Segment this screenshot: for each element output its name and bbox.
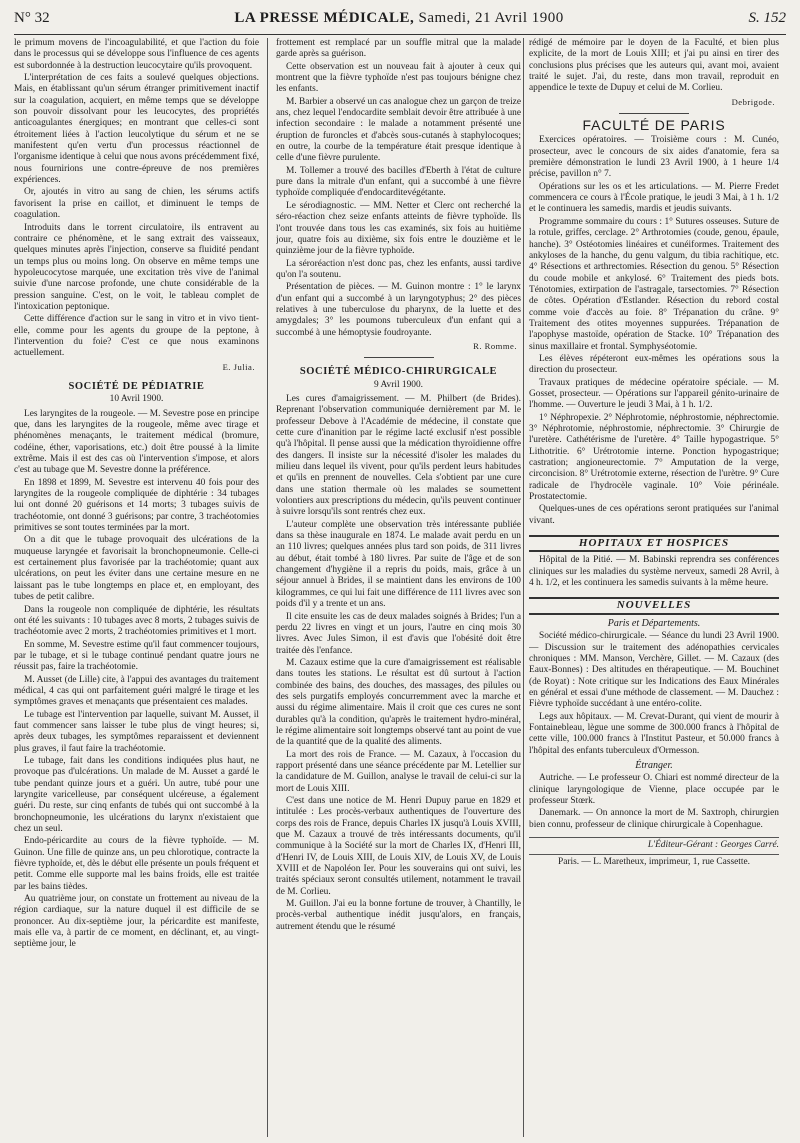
paragraph: C'est dans une notice de M. Henri Dupuy parue en 1829 et intitulée : Les procès-verbaux authentiques de l'ouverture des corps des rois de France, depuis Charles IX jusqu'à Louis XVIII, que M. Cazaux a trouvé de très intéressants documents, qu'il communique à la Société sur la mort de Charles IX, d'Henri III, d'Henri IV, de Louis XIII, de Louis XIV, de Louis XV, de Louis XVIII et de Napoléon Ier. Pour les souverains qui ont suivi, les traités spéciaux seront consultés utilement, notamment le travail de M. Corlieu.: [276, 796, 521, 897]
journal-name: LA PRESSE MÉDICALE,: [234, 10, 415, 26]
paragraph: rédigé de mémoire par le doyen de la Faculté, et bien plus explicite, de la mort de Louis XIII; et j'ai pu ainsi en tirer des conclusions plus précises que les auteurs qui, avant moi, avaient traité le sujet. J'ai, du reste, dans mon travail, reproduit en appendice le texte de Dupuy et celui de M. Corlieu.: [529, 38, 779, 94]
column-1: [14, 38, 259, 1137]
signature: Debrigode.: [731, 96, 775, 107]
paragraph: Endo-péricardite au cours de la fièvre typhoïde. — M. Guinon. Une fille de quinze ans, un peu chlorotique, contracte la fièvre typhoïde, et, dès le début elle présente un pouls fréquent et petit. Comme elle supporte mal les bains froids, elle est traitée par les bains tièdes.: [14, 836, 259, 892]
divider: [364, 357, 434, 358]
paragraph: Exercices opératoires. — Troisième cours : M. Cunéo, prosecteur, avec le concours de six aides d'anatomie, fera sa première démonstration le lundi 23 Avril 1900, à 1 heure 1/4 précise, pavillon n° 7.: [529, 135, 779, 180]
paragraph: La mort des rois de France. — M. Cazaux, à l'occasion du rapport présenté dans une séance précédente par M. Letellier sur la candidature de M. Guillon, analyse le travail de celui-ci sur la mort de Louis XIII.: [276, 749, 521, 794]
paragraph: Programme sommaire du cours : 1° Sutures osseuses. Suture de la rotule, griffes, cerclage. 2° Arthrotomies (coude, genou, épaule, hanche). 3° Ostéotomies linéaires et cunéiformes. Traitement des ankyloses de la hanche, du genu valgum, du tibia rachitique, etc. 4° Résections et arthrectomies. Résection du genou. 5° Résection du coude mobile et ankylosé. 6° Traitement des pieds bots. Ténotomies, extirpation de l'astragale, tarsectomies. 7° Résection de côtes. Opération d'Estlander. Résection du rebord costal comme voie d'accès au foie. 8° Trépanation du crâne. 9° Traitement des otites moyennes suppurées. Trépanation de l'apophyse mastoïde, opération de Stacke. 10° Trépanation des sinus maxillaire et frontal. Symphyséotomie.: [529, 216, 779, 352]
signature: E. Julia.: [222, 361, 255, 372]
paragraph: Or, ajoutés in vitro au sang de chien, les sérums actifs favorisent la prise en caillot, et diminuent le temps de coagulation.: [14, 187, 259, 221]
paragraph: Quelques-unes de ces opérations seront pratiquées sur l'animal vivant.: [529, 504, 779, 526]
paragraph: L'interprétation de ces faits a soulevé quelques objections. Mais, en établissant qu'un sérum étranger primitivement inactif sur la coagulation, acquiert, en même temps que se développe son pouvoir dissolvant pour les leucocytes, des propriétés anticoagulantes énergiques; en montrant que celles-ci sont étroitement liées à l'action leucolytique du sérum et ne se manifestent qu'en vertu d'un processus réactionnel de l'organisme identique à celui que nous avons précédemment fixé, nous fournirions une contre-épreuve de nos premières expériences.: [14, 73, 259, 186]
paragraph: Les cures d'amaigrissement. — M. Philbert (de Brides). Reprenant l'observation communiquée dernièrement par M. le professeur Debove à l'Académie de médecine, il constate que cette cure d'inanition par le régime lacté exclusif n'est possible qu'à l'hôpital. Il pense aussi que la médication thyroïdienne offre des dangers. Il insiste sur la nécessité d'isoler les malades du milieu dans lequel ils vivent, pour qu'ils perdent leurs habitudes et qu'ils en prennent de nouvelles. Cela s'obtient par une cure dans une station thermale où les malades se soumettent volontiers aux prescriptions du médecin, qu'ils peuvent continuer à suivre lorsqu'ils sont rentrés chez eux.: [276, 393, 521, 518]
column-3: [529, 38, 779, 1137]
column-rule: [523, 38, 524, 1137]
paragraph: 1° Néphropexie. 2° Néphrotomie, néphrostomie, néphrectomie. 3° Néphrotomie, néphrostomie, néphrectomie. 3° Chirurgie de l'uretère. Cathétérisme de l'uretère. 4° Taille hypogastrique. 5° Lithotritie. 6° Urétrotomie interne. Ponction hypogastrique; castration; angioneurectomie. 7° Amputation de la verge, circoncision. 8° Urétrotomie externe, résection de l'urètre. 9° Cure radicale de l'hydrocèle vaginale. 10° Voie périnéale. Prostatectomie.: [529, 412, 779, 503]
paragraph: M. Cazaux estime que la cure d'amaigrissement est réalisable dans toutes les stations. Le résultat est dû surtout à l'action combinée des bains, des douches, des massages, des pilules ou des sels purgatifs employés concurremment avec la marche et aussi du régime alimentaire. Mais il croit que ces cures ne sont durables qu'à la condition, qu'après le traitement hydro-minéral, le régime alimentaire soit longtemps observé tant au point de vue de la quantité que de la qualité des aliments.: [276, 657, 521, 748]
page-folio: S. 152: [748, 10, 786, 26]
paragraph: M. Guillon. J'ai eu la bonne fortune de trouver, à Chantilly, le procès-verbal authentique inédit jusqu'alors, en français, autrement étendu que le résumé: [276, 899, 521, 932]
issue-date: Samedi, 21 Avril 1900: [418, 10, 564, 26]
issue-number: N° 32: [14, 10, 50, 26]
paragraph: Les élèves répéteront eux-mêmes les opérations sous la direction du prosecteur.: [529, 353, 779, 376]
paragraph: Le sérodiagnostic. — MM. Netter et Clerc ont recherché la séro-réaction chez seize enfants atteints de fièvre typhoïde. Ils l'ont trouvée dans tous les cas examinés, six fois au huitième jour, quatre fois au dixième, six fois entre le douzième et le quinzième jour de la fièvre typhoïde.: [276, 200, 521, 257]
paragraph: Le tubage, fait dans les conditions indiquées plus haut, ne provoque pas d'ulcérations. Un malade de M. Ausset a gardé le tube pendant quinze jours et a guéri. Un autre, tubé pour une laryngite varicelleuse, par conséquent ulcéreuse, a également guéri. Du reste, sur cinq enfants de tubés qui ont succombé à la bronchopneumonie, les ulcérations du larynx n'existaient que chez un seul.: [14, 755, 259, 835]
paragraph: En somme, M. Sevestre estime qu'il faut commencer toujours, par le tubage, et si le tubage continué pendant quatre jours ne réussit pas, faire la trachéotomie.: [14, 639, 259, 673]
paragraph: Il cite ensuite les cas de deux malades soignés à Brides; l'un a perdu 22 livres en vingt et un jours, l'autre en cinq mois 30 livres. Avec Jules Simon, il est d'avis que l'obésité doit être traitée dès l'enfance.: [276, 611, 521, 656]
subsection-title: Étranger.: [635, 759, 673, 771]
paragraph: La séroréaction n'est donc pas, chez les enfants, aussi tardive qu'on l'a soutenu.: [276, 258, 521, 280]
section-title: SOCIÉTÉ DE PÉDIATRIE: [68, 380, 205, 392]
section-date: 9 Avril 1900.: [373, 379, 424, 390]
paragraph: On a dit que le tubage provoquait des ulcérations de la muqueuse laryngée et favorisait la bronchopneumonie. Celle-ci est certainement plus favorisée par la trachéotomie; quant aux ulcérations, on peut les éviter dans une certaine mesure en ne laissant pas le tube longtemps en place et, en employant, des tubes de petit calibre.: [14, 535, 259, 603]
section-banner: HOPITAUX ET HOSPICES: [529, 535, 779, 552]
paragraph: Les laryngites de la rougeole. — M. Sevestre pose en principe que, dans les laryngites de la rougeole, même avec tirage et phénomènes menaçants, le traitement médical (bromure, codéine, éther, vaporisations, etc.) doit être poussé à la limite extrême. Mais il est des cas où l'intervention s'impose, et alors c'est au tubage que M. Sevestre donne la préférence.: [14, 408, 259, 476]
paragraph: Opérations sur les os et les articulations. — M. Pierre Fredet commencera ce cours à l'École pratique, le jeudi 3 Mai, à 1 h. 1/2 et le continuera les samedis, mardis et jeudis suivants.: [529, 181, 779, 215]
subsection-title: Paris et Départements.: [607, 617, 701, 629]
section-title: SOCIÉTÉ MÉDICO-CHIRURGICALE: [299, 366, 498, 378]
paragraph: Hôpital de la Pitié. — M. Babinski reprendra ses conférences cliniques sur les maladies du système nerveux, samedi 28 Avril, à 4 h. 1/2, et les continuera les samedis suivants à la même heure.: [529, 555, 779, 589]
paragraph: M. Barbier a observé un cas analogue chez un garçon de treize ans, chez lequel l'endocardite semblait devoir être attribuée à une infection secondaire : le malade a notamment présenté une éruption de furoncles et d'abcès sous-cutanés à staphylocoques; en outre, la courbe de la température était presque identique à celle d'une fièvre purulente.: [276, 96, 521, 164]
paragraph: Legs aux hôpitaux. — M. Crevat-Durant, qui vient de mourir à Fontainebleau, lègue une somme de 300.000 francs à l'hôpital de cette ville, 100.000 francs à l'Institut Pasteur, et 50.000 francs à l'hôpital des enfants tuberculeux d'Ormesson.: [529, 711, 779, 756]
paragraph: Présentation de pièces. — M. Guinon montre : 1° le larynx d'un enfant qui a succombé à un laryngotyphus; 2° des pièces relatives à une tuberculose du pharynx, de la luette et des amygdales; 3° les poumons tuberculeux d'un enfant qui a succombé à une hémoptysie foudroyante.: [276, 282, 521, 338]
column-2: [276, 38, 521, 1137]
paragraph: En 1898 et 1899, M. Sevestre est intervenu 40 fois pour des laryngites de la rougeole compliquée de diphtérie : 34 tubages lui ont donné 20 guérisons et 14 morts; 3 tubages suivis de trachéotomie, ont donné 3 guérisons; par contre, 3 trachéotomies primitives se sont toutes terminées par la mort.: [14, 477, 259, 534]
journal-title: [234, 10, 563, 27]
paragraph: Société médico-chirurgicale. — Séance du lundi 23 Avril 1900. — Discussion sur le traitement des adénopathies cervicales chroniques : MM. Manson, Verchère, Gillet. — M. Cazaux (des Eaux-Bonnes) : Des altitudes en thérapeutique. — M. Bouchinet (de Royat) : Note critique sur les Indications des Eaux Minérales en général et essai d'une méthode de classement. — M. Dauchez : Fièvre typhoïde succédant à une entéro-colite.: [529, 631, 779, 710]
paragraph: Autriche. — Le professeur O. Chiari est nommé directeur de la clinique laryngologique de Vienne, place occupée par le professeur Stœrk.: [529, 773, 779, 806]
printer-credit: Paris. — L. Maretheux, imprimeur, 1, rue Cassette.: [529, 854, 779, 868]
paragraph: Travaux pratiques de médecine opératoire spéciale. — M. Gosset, prosecteur. — Opérations sur l'appareil génito-urinaire de l'homme. — Ouverture le jeudi 3 Mai, à 1 h. 1/2.: [529, 377, 779, 411]
paragraph: Danemark. — On annonce la mort de M. Saxtroph, chirurgien bien connu, professeur de clinique chirurgicale à Copenhague.: [529, 808, 779, 830]
section-title: FACULTÉ DE PARIS: [582, 117, 726, 134]
paragraph: le primum movens de l'incoagulabilité, et que l'action du foie dans le processus qui se développe sous l'influence de ces agents est subordonnée à la destruction leucocytaire qu'ils provoquent.: [14, 38, 259, 71]
paragraph: Au quatrième jour, on constate un frottement au niveau de la région cardiaque, sur la nature duquel il est difficile de se prononcer. Au dix-septième jour, la péricardite est manifeste, mais elle va, à partir de ce moment, en déclinant, et, au vingt-septième jour, le: [14, 894, 259, 950]
signature: R. Romme.: [473, 340, 517, 351]
column-rule: [267, 38, 268, 1137]
newspaper-page: [14, 0, 786, 1143]
paragraph: Dans la rougeole non compliquée de diphtérie, les résultats ont été les suivants : 10 tubages avec 8 morts, 2 tubages suivis de trachéotomie avec 2 morts, 2 trachéotomies primitives et 1 mort.: [14, 604, 259, 638]
page-header: [14, 10, 786, 35]
section-banner: NOUVELLES: [529, 597, 779, 614]
paragraph: M. Tollemer a trouvé des bacilles d'Eberth à l'état de culture pure dans la mitrale d'un enfant, qui a succombé à une fièvre typhoïde compliquée d'endocarditevégétante.: [276, 165, 521, 199]
paragraph: M. Ausset (de Lille) cite, à l'appui des avantages du traitement médical, 4 cas qui ont parfaitement guéri malgré le tirage et les symptômes graves et menaçants que présentaient ces malades.: [14, 674, 259, 708]
paragraph: frottement est remplacé par un souffle mitral que la malade garde après sa guérison.: [276, 38, 521, 60]
editor-credit: L'Éditeur-Gérant : Georges Carré.: [529, 837, 779, 851]
columns: [14, 38, 786, 1137]
paragraph: Le tubage est l'intervention par laquelle, suivant M. Ausset, il faut commencer sans laisser le tube plus de vingt heures; si, après deux tubages, les symptômes reparaissent et deviennent plus graves, il faut faire la trachéotomie.: [14, 709, 259, 754]
paragraph: Introduits dans le torrent circulatoire, ils entravent au contraire ce phénomène, et le sang extrait des vaisseaux, quelques minutes après l'injection, conserve sa fluidité pendant un temps plus ou moins long. On observe en même temps une hypoleucocytose marquée, une excitation très vive de l'animal suivie d'une narcose profonde, une chute considérable de la pression sanguine. C'est, on le voit, le tableau complet de l'intoxication peptonique.: [14, 222, 259, 312]
paragraph: Cette observation est un nouveau fait à ajouter à ceux qui montrent que la fièvre typhoïde n'est pas toujours bénigne chez les enfants.: [276, 61, 521, 95]
divider: [619, 113, 689, 114]
section-date: 10 Avril 1900.: [109, 394, 164, 405]
paragraph: L'auteur complète une observation très intéressante publiée dans sa thèse inaugurale en 1874. Le malade avait perdu en un an 110 livres; quelques années plus tard son poids, de 311 livres au début, était tombé à 180 livres. Par suite de l'âge et de son changement d'hygiène il a repris du poids, mais, grâce à un séjour annuel à Brides, il se maintient dans les environs de 100 kilogrammes, ce qui lui fait une différence de 111 livres avec son poids d'il y a trente et un ans.: [276, 519, 521, 610]
paragraph: Cette différence d'action sur le sang in vitro et in vivo tient-elle, comme pour les agents du groupe de la peptone, à l'intervention du foie? C'est ce que nous examinons actuellement.: [14, 314, 259, 359]
